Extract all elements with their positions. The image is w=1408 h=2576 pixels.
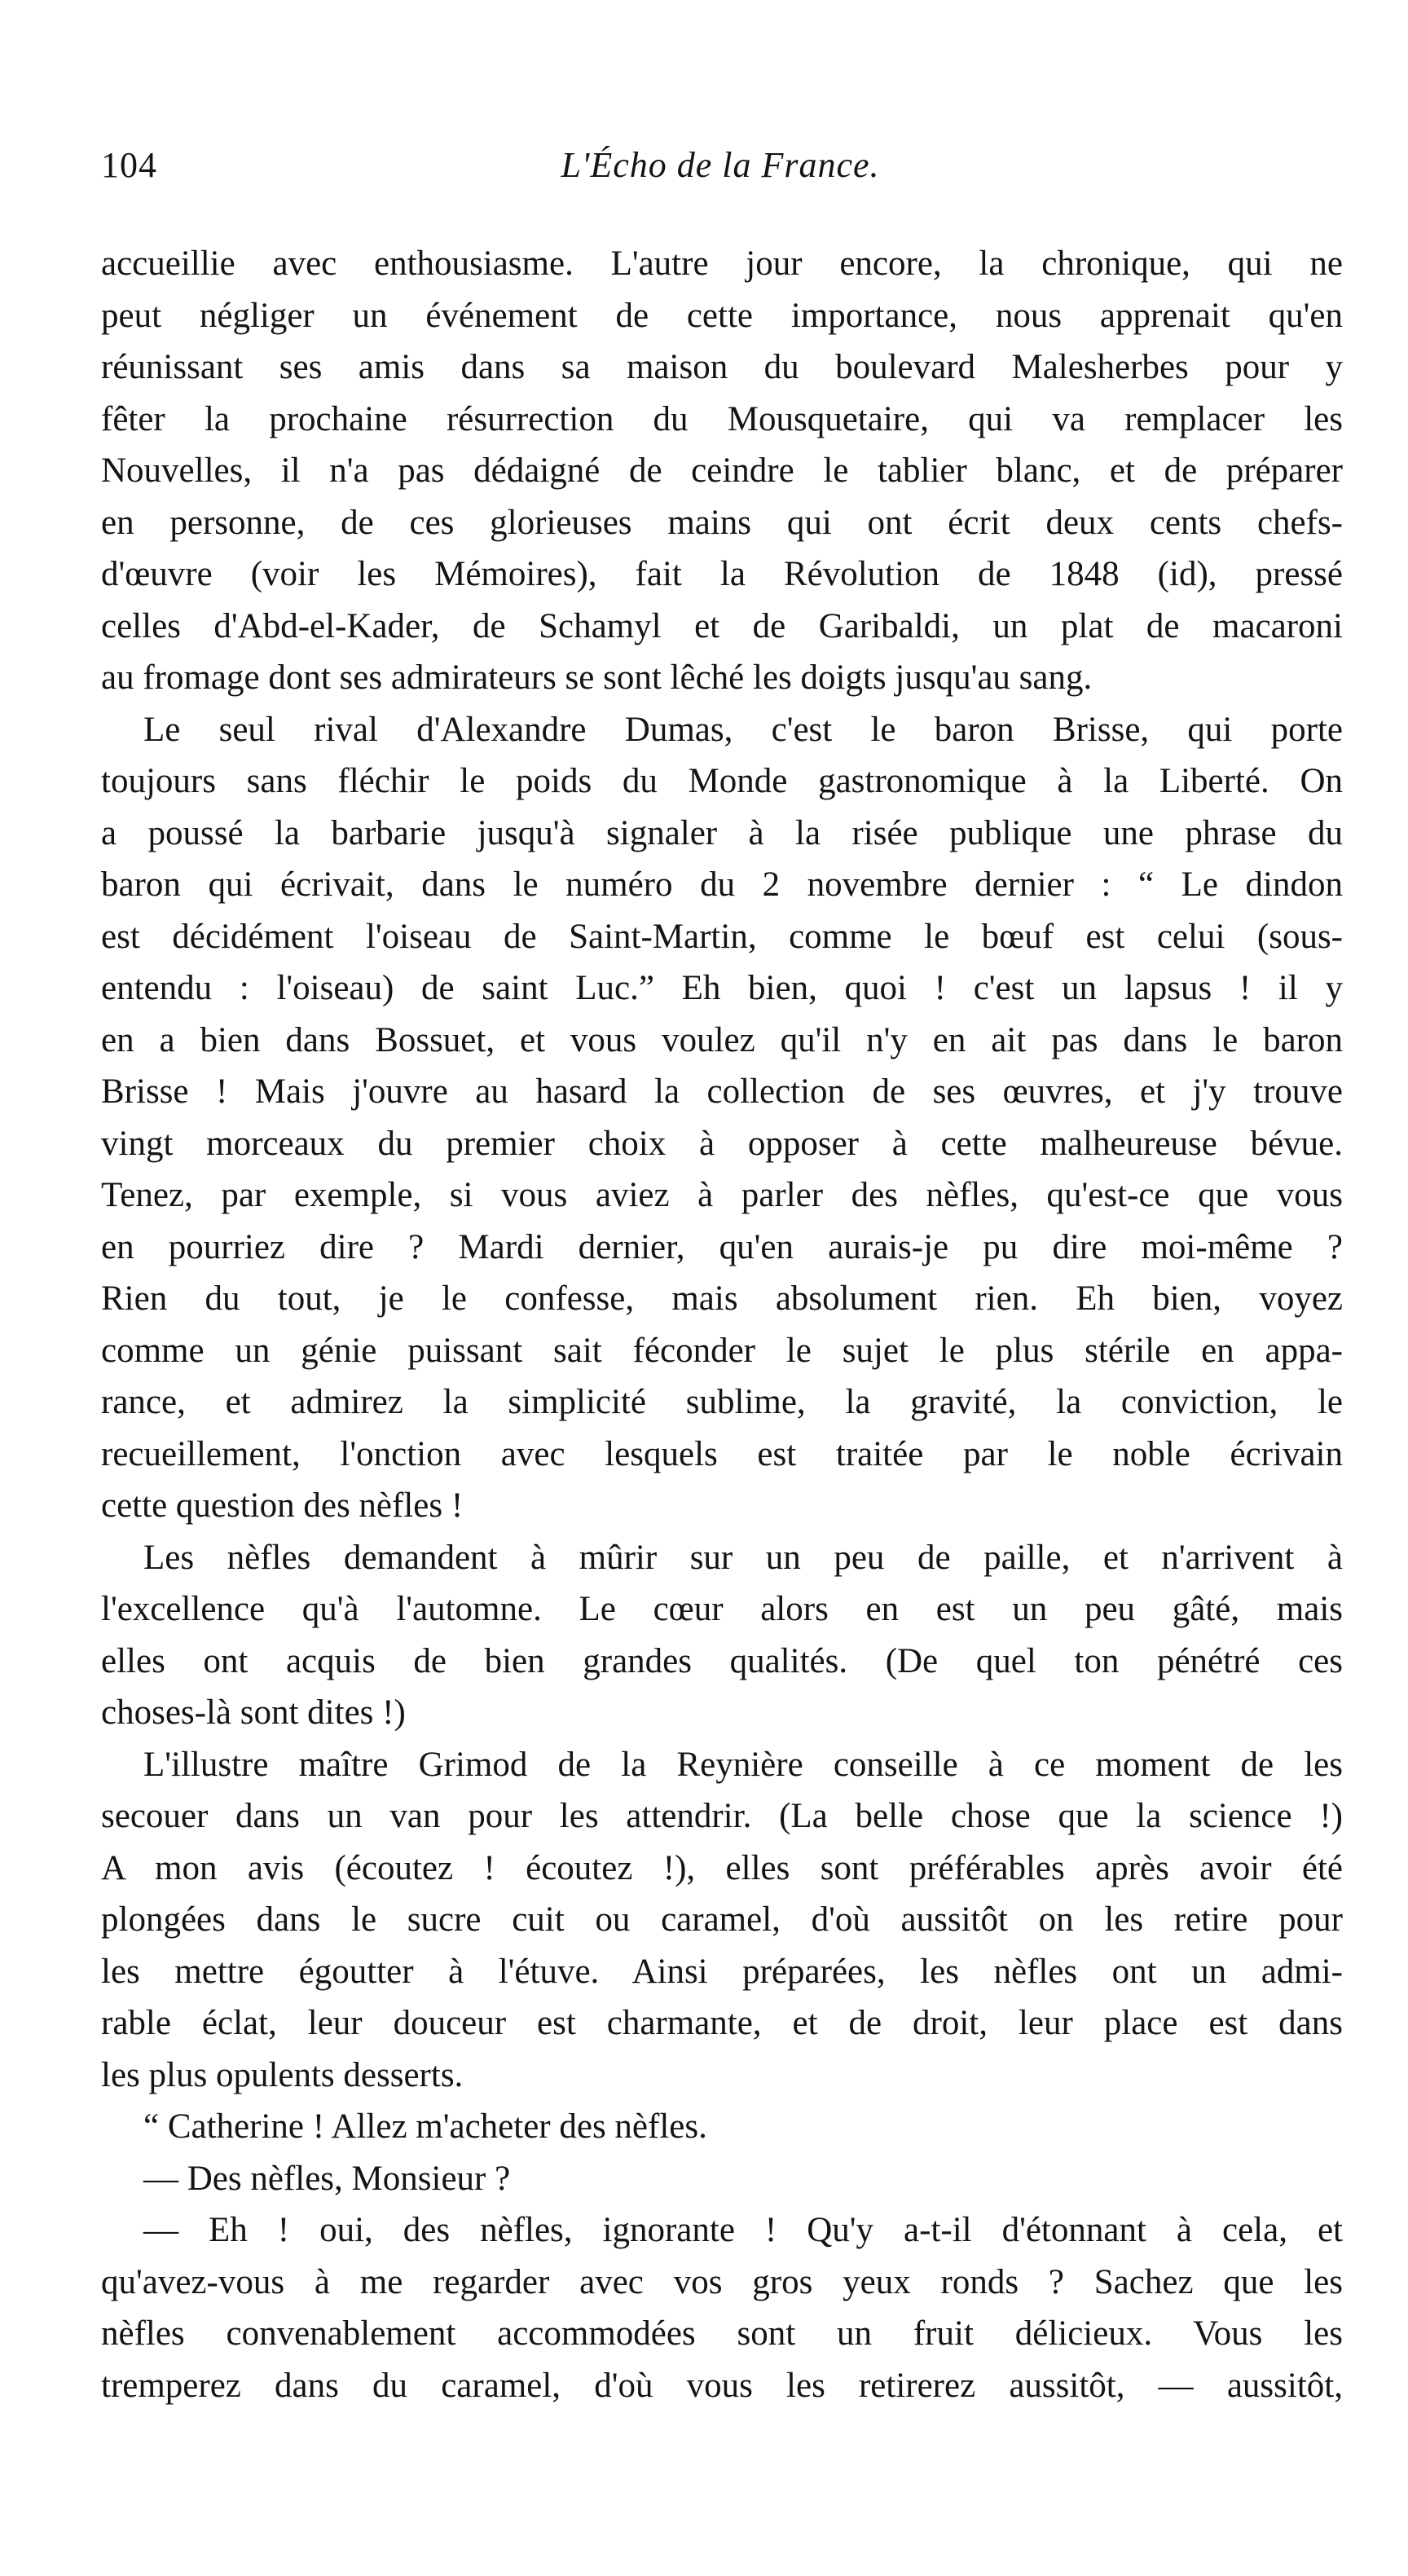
- text-line: qu'avez-vous à me regarder avec vos gros yeux ronds ? Sachez que les: [101, 2262, 1343, 2301]
- text-line: nèfles convenablement accommodées sont un fruit délicieux. Vous les: [101, 2314, 1343, 2353]
- text-line: plongées dans le sucre cuit ou caramel, d'où aussitôt on les retire pour: [101, 1900, 1343, 1939]
- text-line: l'excellence qu'à l'automne. Le cœur alors en est un peu gâté, mais: [101, 1590, 1343, 1628]
- text-line: Les nèfles demandent à mûrir sur un peu de paille, et n'arrivent à: [143, 1538, 1343, 1577]
- text-line: tremperez dans du caramel, d'où vous les retirerez aussitôt, — aussitôt,: [101, 2366, 1343, 2405]
- text-line: elles ont acquis de bien grandes qualités. (De quel ton pénétré ces: [101, 1641, 1343, 1680]
- text-line: peut négliger un événement de cette importance, nous apprenait qu'en: [101, 296, 1343, 335]
- text-line: réunissant ses amis dans sa maison du boulevard Malesherbes pour y: [101, 348, 1343, 386]
- text-line: rance, et admirez la simplicité sublime, la gravité, la conviction, le: [101, 1383, 1343, 1421]
- text-line: recueillement, l'onction avec lesquels est traitée par le noble écrivain: [101, 1434, 1343, 1473]
- text-line: Le seul rival d'Alexandre Dumas, c'est le baron Brisse, qui porte: [143, 710, 1343, 749]
- text-line: rable éclat, leur douceur est charmante, et de droit, leur place est dans: [101, 2004, 1343, 2042]
- text-line: — Des nèfles, Monsieur ?: [143, 2159, 511, 2198]
- text-line: Tenez, par exemple, si vous aviez à parler des nèfles, qu'est-ce que vous: [101, 1176, 1343, 1214]
- text-line: en a bien dans Bossuet, et vous voulez qu'il n'y en ait pas dans le baron: [101, 1020, 1343, 1059]
- text-line: est décidément l'oiseau de Saint-Martin, comme le bœuf est celui (sous-: [101, 917, 1343, 956]
- text-line: cette question des nèfles !: [101, 1486, 464, 1525]
- text-line: L'illustre maître Grimod de la Reynière conseille à ce moment de les: [143, 1745, 1343, 1784]
- page-number: 104: [101, 145, 157, 185]
- text-line: secouer dans un van pour les attendrir. (La belle chose que la science !): [101, 1797, 1343, 1835]
- text-line: fêter la prochaine résurrection du Mousquetaire, qui va remplacer les: [101, 399, 1343, 438]
- text-line: entendu : l'oiseau) de saint Luc.” Eh bien, quoi ! c'est un lapsus ! il y: [101, 969, 1343, 1007]
- text-line: “ Catherine ! Allez m'acheter des nèfles.: [143, 2107, 707, 2146]
- text-line: au fromage dont ses admirateurs se sont lêché les doigts jusqu'au sang.: [101, 658, 1093, 697]
- text-line: les mettre égoutter à l'étuve. Ainsi préparées, les nèfles ont un admi-: [101, 1952, 1343, 1991]
- text-line: les plus opulents desserts.: [101, 2055, 464, 2094]
- text-line: comme un génie puissant sait féconder le sujet le plus stérile en appa-: [101, 1331, 1343, 1370]
- page-header: [101, 137, 1340, 194]
- text-line: baron qui écrivait, dans le numéro du 2 novembre dernier : “ Le dindon: [101, 865, 1343, 904]
- text-line: a poussé la barbarie jusqu'à signaler à la risée publique une phrase du: [101, 813, 1343, 852]
- text-line: — Eh ! oui, des nèfles, ignorante ! Qu'y a-t-il d'étonnant à cela, et: [143, 2211, 1343, 2249]
- text-line: accueillie avec enthousiasme. L'autre jour encore, la chronique, qui ne: [101, 244, 1343, 283]
- text-line: Brisse ! Mais j'ouvre au hasard la collection de ses œuvres, et j'y trouve: [101, 1072, 1343, 1111]
- text-line: toujours sans fléchir le poids du Monde gastronomique à la Liberté. On: [101, 762, 1343, 800]
- text-line: choses-là sont dites !): [101, 1693, 406, 1732]
- text-line: en personne, de ces glorieuses mains qui ont écrit deux cents chefs-: [101, 503, 1343, 542]
- text-line: en pourriez dire ? Mardi dernier, qu'en aurais-je pu dire moi-même ?: [101, 1227, 1343, 1266]
- text-line: vingt morceaux du premier choix à opposer à cette malheureuse bévue.: [101, 1124, 1343, 1163]
- body-text: [101, 238, 1343, 2411]
- text-line: Rien du tout, je le confesse, mais absolument rien. Eh bien, voyez: [101, 1279, 1343, 1318]
- text-line: d'œuvre (voir les Mémoires), fait la Révolution de 1848 (id), pressé: [101, 555, 1343, 593]
- running-title: L'Écho de la France.: [561, 145, 880, 185]
- text-line: Nouvelles, il n'a pas dédaigné de ceindre le tablier blanc, et de préparer: [101, 451, 1343, 490]
- text-line: A mon avis (écoutez ! écoutez !), elles sont préférables après avoir été: [101, 1848, 1343, 1887]
- text-line: celles d'Abd-el-Kader, de Schamyl et de Garibaldi, un plat de macaroni: [101, 606, 1343, 645]
